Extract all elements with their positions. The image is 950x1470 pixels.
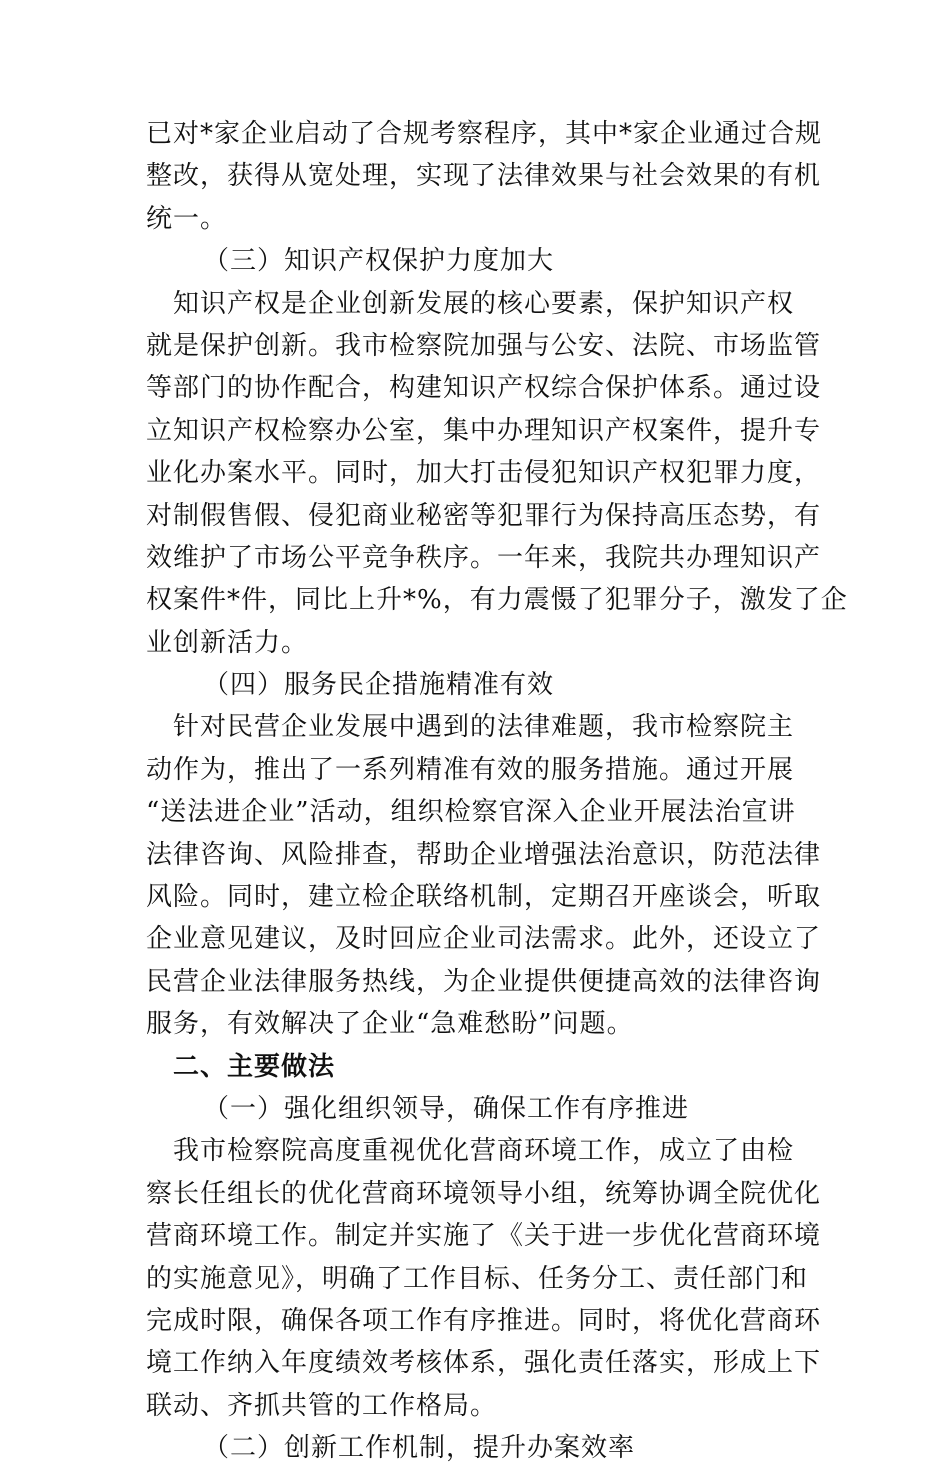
text-line: 统一。 bbox=[146, 203, 228, 234]
text-line: 权案件*件，同比上升*%，有力震慑了犯罪分子，激发了企 bbox=[146, 585, 848, 616]
text-line: 营商环境工作。制定并实施了《关于进一步优化营商环境 bbox=[146, 1221, 822, 1252]
section-subheading: （二）创新工作机制，提升办案效率 bbox=[203, 1433, 636, 1464]
paragraph-first-line: 知识产权是企业创新发展的核心要素，保护知识产权 bbox=[173, 288, 795, 319]
document-body bbox=[146, 113, 848, 1470]
section-subheading: （三）知识产权保护力度加大 bbox=[203, 246, 555, 277]
text-line: 服务，有效解决了企业“急难愁盼”问题。 bbox=[146, 1009, 634, 1040]
text-line: “送法进企业”活动，组织检察官深入企业开展法治宣讲 bbox=[146, 797, 796, 828]
text-line: 整改，获得从宽处理，实现了法律效果与社会效果的有机 bbox=[146, 161, 822, 192]
text-line: 完成时限，确保各项工作有序推进。同时，将优化营商环 bbox=[146, 1305, 822, 1336]
text-line: 境工作纳入年度绩效考核体系，强化责任落实，形成上下 bbox=[146, 1348, 822, 1379]
paragraph-first-line: 针对民营企业发展中遇到的法律难题，我市检察院主 bbox=[173, 712, 795, 743]
text-line: 对制假售假、侵犯商业秘密等犯罪行为保持高压态势，有 bbox=[146, 500, 822, 531]
text-line: 联动、齐抓共管的工作格局。 bbox=[146, 1390, 498, 1421]
section-heading: 二、主要做法 bbox=[173, 1051, 336, 1082]
text-line: 立知识产权检察办公室，集中办理知识产权案件，提升专 bbox=[146, 415, 822, 446]
text-line: 法律咨询、风险排查，帮助企业增强法治意识，防范法律 bbox=[146, 839, 822, 870]
text-line: 察长任组长的优化营商环境领导小组，统筹协调全院优化 bbox=[146, 1178, 822, 1209]
text-line: 业化办案水平。同时，加大打击侵犯知识产权犯罪力度， bbox=[146, 458, 822, 489]
text-line: 效维护了市场公平竞争秩序。一年来，我院共办理知识产 bbox=[146, 542, 822, 573]
paragraph-first-line: 我市检察院高度重视优化营商环境工作，成立了由检 bbox=[173, 1136, 795, 1167]
text-line: 民营企业法律服务热线，为企业提供便捷高效的法律咨询 bbox=[146, 966, 822, 997]
text-line: 等部门的协作配合，构建知识产权综合保护体系。通过设 bbox=[146, 373, 822, 404]
text-line: 就是保护创新。我市检察院加强与公安、法院、市场监管 bbox=[146, 330, 822, 361]
section-subheading: （一）强化组织领导，确保工作有序推进 bbox=[203, 1093, 690, 1124]
text-line: 风险。同时，建立检企联络机制，定期召开座谈会，听取 bbox=[146, 882, 822, 913]
text-line: 已对*家企业启动了合规考察程序，其中*家企业通过合规 bbox=[146, 119, 823, 149]
text-line: 的实施意见》，明确了工作目标、任务分工、责任部门和 bbox=[146, 1263, 809, 1294]
text-line: 业创新活力。 bbox=[146, 627, 309, 658]
text-line: 动作为，推出了一系列精准有效的服务措施。通过开展 bbox=[146, 754, 795, 785]
section-subheading: （四）服务民企措施精准有效 bbox=[203, 670, 555, 701]
text-line: 企业意见建议，及时回应企业司法需求。此外，还设立了 bbox=[146, 924, 822, 955]
